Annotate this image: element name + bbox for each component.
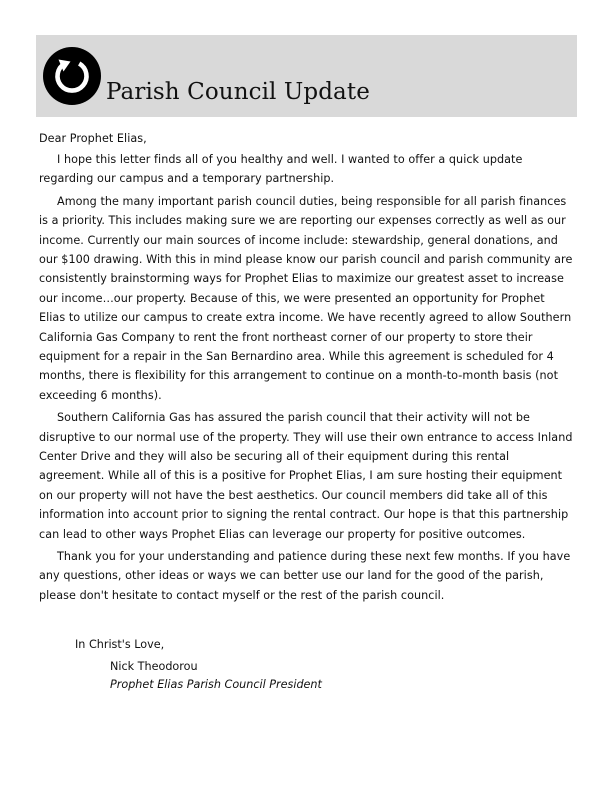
logo bbox=[43, 47, 101, 105]
letter-body bbox=[39, 129, 573, 608]
salutation: Dear Prophet Elias, bbox=[39, 132, 147, 145]
closing: In Christ's Love, bbox=[75, 638, 165, 651]
page-title: Parish Council Update bbox=[106, 79, 370, 105]
signature-name: Nick Theodorou bbox=[110, 660, 198, 673]
paragraph-3: Southern California Gas has assured the parish council that their activity will not be disruptive to our normal use of the property. They will use their own entrance to access Inland Center Drive and they will also be securing all of their equipment during this rental agreement. While all of this is a positive for Prophet Elias, I am sure hosting their equipment on our property will not have the best aesthetics. Our council members did take all of this information into account prior to signing the rental contract. Our hope is that this partnership can lead to other ways Prophet Elias can leverage our property for positive outcomes. bbox=[39, 411, 573, 541]
paragraph-4: Thank you for your understanding and patience during these next few months. If you have any questions, other ideas or ways we can better use our land for the good of the parish, please don't hesitate to contact myself or the rest of the parish council. bbox=[39, 550, 571, 602]
circular-arrow-icon bbox=[43, 47, 101, 105]
paragraph-2: Among the many important parish council duties, being responsible for all parish finances is a priority. This includes making sure we are reporting our expenses correctly as well as our income. Currently our main sources of income include: stewardship, general donations, and our $100 drawing. With this in mind please know our parish council and parish community are consistently brainstorming ways for Prophet Elias to maximize our greatest asset to increase our income…our property. Because of this, we were presented an opportunity for Prophet Elias to utilize our campus to create extra income. We have recently agreed to allow Southern California Gas Company to rent the front northeast corner of our property to store their equipment for a repair in the San Bernardino area. While this agreement is scheduled for 4 months, there is flexibility for this arrangement to continue on a month-to-month basis (not exceeding 6 months). bbox=[39, 194, 573, 402]
paragraph-1: I hope this letter finds all of you healthy and well. I wanted to offer a quick update regarding our campus and a temporary partnership. bbox=[39, 152, 523, 186]
signature-title: Prophet Elias Parish Council President bbox=[110, 678, 322, 691]
